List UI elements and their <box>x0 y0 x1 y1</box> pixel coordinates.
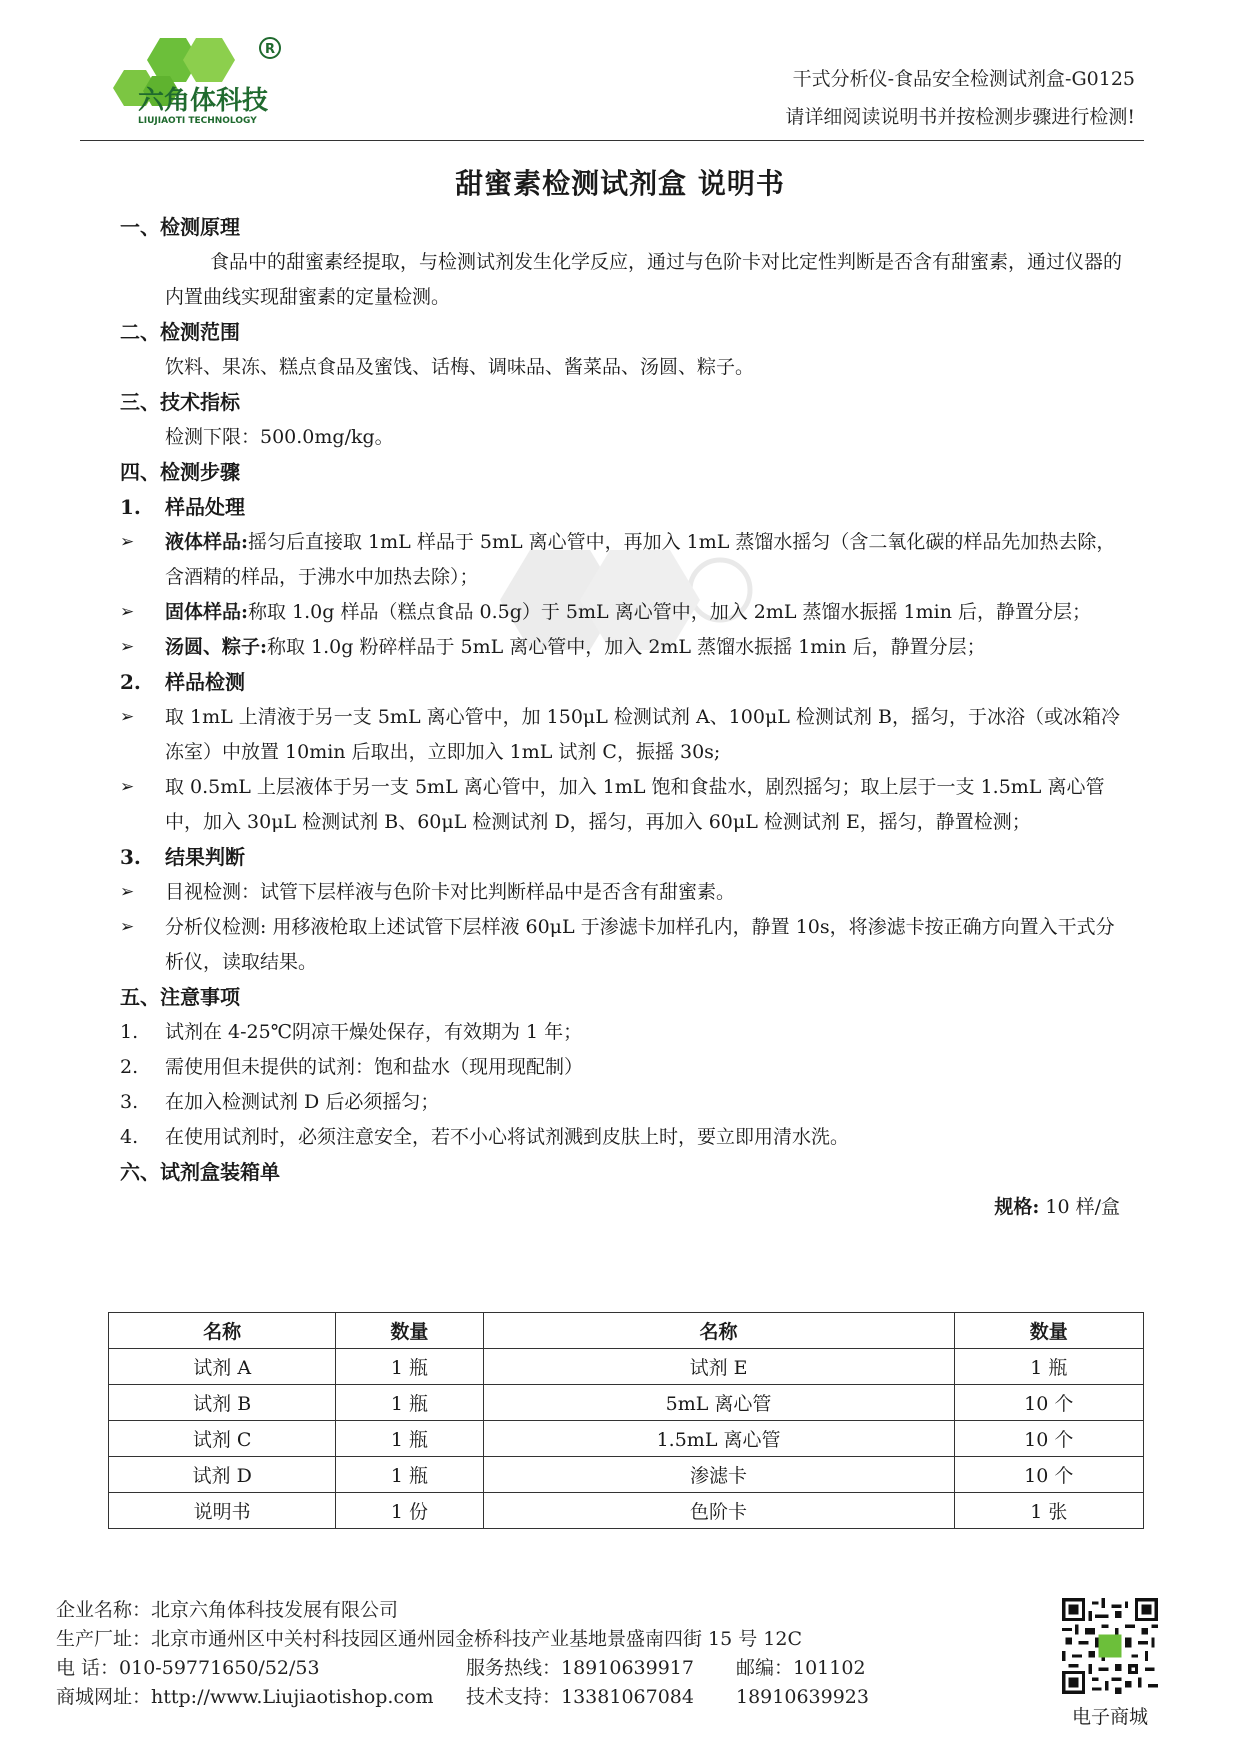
table-cell: 1 张 <box>954 1493 1143 1529</box>
list-item <box>120 630 1130 665</box>
item-number: 1. <box>120 1021 139 1043</box>
table-cell: 1 瓶 <box>336 1349 483 1385</box>
item-text: 在加入检测试剂 D 后必须摇匀； <box>165 1091 440 1113</box>
list-item <box>120 1015 1130 1050</box>
table-cell: 5mL 离心管 <box>483 1385 954 1421</box>
subheading-label: 样品处理 <box>165 495 245 519</box>
item-label: 汤圆、粽子: <box>165 636 268 658</box>
principle-text: 食品中的甜蜜素经提取，与检测试剂发生化学反应，通过与色阶卡对比定性判断是否含有甜蜜素，通过仪器的内置曲线实现甜蜜素的定量检测。 <box>165 251 1123 308</box>
item-label: 液体样品: <box>165 531 249 553</box>
subheading-sample-test <box>120 665 1130 700</box>
table-cell: 试剂 D <box>109 1457 336 1493</box>
item-number: 2. <box>120 1056 139 1078</box>
page-title: 甜蜜素检测试剂盒 说明书 <box>455 167 785 200</box>
list-item <box>120 700 1130 770</box>
list-item <box>120 525 1130 595</box>
product-line: 干式分析仪-食品安全检测试剂盒-G0125 <box>792 68 1135 90</box>
tech-support: 技术支持：13381067084 <box>466 1686 694 1708</box>
company-name: 企业名称：北京六角体科技发展有限公司 <box>56 1599 399 1621</box>
subheading-result <box>120 840 1130 875</box>
table-cell: 渗滤卡 <box>483 1457 954 1493</box>
section-heading-packing: 六、试剂盒装箱单 <box>120 1160 280 1184</box>
item-text: 称取 1.0g 粉碎样品于 5mL 离心管中，加入 2mL 蒸馏水振摇 1min 后，静置分层； <box>267 636 986 658</box>
postcode: 邮编：101102 <box>736 1657 866 1679</box>
subheading-number: 3. <box>120 845 141 869</box>
arrow-bullet-icon: ➢ <box>120 602 135 622</box>
table-row <box>109 1421 1144 1457</box>
qr-code-icon[interactable] <box>1062 1598 1158 1694</box>
subheading-number: 1. <box>120 495 141 519</box>
section-heading-steps: 四、检测步骤 <box>120 460 240 484</box>
table-cell: 1 瓶 <box>336 1421 483 1457</box>
website-link[interactable]: 商城网址：http://www.Liujiaotishop.com <box>56 1686 434 1708</box>
arrow-bullet-icon: ➢ <box>120 917 135 937</box>
table-header-row <box>109 1313 1144 1349</box>
notice-text: 请详细阅读说明书并按检测步骤进行检测! <box>785 106 1135 128</box>
item-number: 3. <box>120 1091 139 1113</box>
table-cell: 1 瓶 <box>336 1385 483 1421</box>
item-text: 目视检测：试管下层样液与色阶卡对比判断样品中是否含有甜蜜素。 <box>165 881 736 903</box>
column-header: 名称 <box>483 1313 954 1349</box>
column-header: 数量 <box>954 1313 1143 1349</box>
phone: 电 话：010-59771650/52/53 <box>56 1657 320 1679</box>
scope-text: 饮料、果冻、糕点食品及蜜饯、话梅、调味品、酱菜品、汤圆、粽子。 <box>165 356 755 378</box>
arrow-bullet-icon: ➢ <box>120 532 135 552</box>
table-cell: 试剂 B <box>109 1385 336 1421</box>
spec-value: 10 样/盒 <box>1045 1196 1120 1218</box>
table-cell: 1 份 <box>336 1493 483 1529</box>
table-cell: 10 个 <box>954 1385 1143 1421</box>
subheading-sample-prep <box>120 490 1130 525</box>
section-heading-spec: 三、技术指标 <box>120 390 240 414</box>
company-logo <box>100 30 300 150</box>
spec-text: 检测下限：500.0mg/kg。 <box>165 426 394 448</box>
item-text: 在使用试剂时，必须注意安全，若不小心将试剂溅到皮肤上时，要立即用清水洗。 <box>165 1126 850 1148</box>
subheading-label: 结果判断 <box>165 845 245 869</box>
section-heading-notes: 五、注意事项 <box>120 985 240 1009</box>
section-heading-principle: 一、检测原理 <box>120 215 240 239</box>
list-item <box>120 910 1130 980</box>
logo-subtext: LIUJIAOTI TECHNOLOGY <box>138 116 257 126</box>
arrow-bullet-icon: ➢ <box>120 637 135 657</box>
list-item <box>120 1085 1130 1120</box>
svg-text:R: R <box>264 42 276 57</box>
tech-support-alt: 18910639923 <box>736 1686 869 1708</box>
item-text: 称取 1.0g 样品（糕点食品 0.5g）于 5mL 离心管中，加入 2mL 蒸馏水振摇 1min 后，静置分层； <box>248 601 1091 623</box>
table-row <box>109 1493 1144 1529</box>
table-cell: 说明书 <box>109 1493 336 1529</box>
table-cell: 色阶卡 <box>483 1493 954 1529</box>
table-cell: 试剂 A <box>109 1349 336 1385</box>
item-label: 固体样品: <box>165 601 249 623</box>
section-heading-scope: 二、检测范围 <box>120 320 240 344</box>
item-text: 摇匀后直接取 1mL 样品于 5mL 离心管中，再加入 1mL 蒸馏水摇匀（含二氧化碳的样品先加热去除，含酒精的样品，于沸水中加热去除）； <box>165 531 1116 588</box>
document-body <box>120 210 1130 1225</box>
service-hotline: 服务热线：18910639917 <box>466 1657 694 1679</box>
footer-contact <box>56 1596 869 1712</box>
column-header: 名称 <box>109 1313 336 1349</box>
table-cell: 试剂 C <box>109 1421 336 1457</box>
list-item <box>120 875 1130 910</box>
item-text: 试剂在 4-25℃阴凉干燥处保存，有效期为 1 年； <box>165 1021 583 1043</box>
item-text: 取 1mL 上清液于另一支 5mL 离心管中，加 150μL 检测试剂 A、100μL 检测试剂 B，摇匀，于冰浴（或冰箱冷冻室）中放置 10min 后取出，立即加入 1mL 试剂 C，振摇 30s; <box>165 706 1120 763</box>
table-row <box>109 1349 1144 1385</box>
packing-table <box>108 1312 1144 1529</box>
column-header: 数量 <box>336 1313 483 1349</box>
list-item <box>120 770 1130 840</box>
subheading-number: 2. <box>120 670 141 694</box>
spec-label: 规格: <box>994 1196 1040 1218</box>
factory-address: 生产厂址：北京市通州区中关村科技园区通州园金桥科技产业基地景盛南四街 15 号 12C <box>56 1628 803 1650</box>
item-text: 需使用但未提供的试剂：饱和盐水（现用现配制） <box>165 1056 584 1078</box>
logo-text: 六角体科技 <box>138 86 269 116</box>
arrow-bullet-icon: ➢ <box>120 777 135 797</box>
subheading-label: 样品检测 <box>165 670 245 694</box>
header-info <box>785 60 1135 136</box>
list-item <box>120 1050 1130 1085</box>
table-cell: 试剂 E <box>483 1349 954 1385</box>
arrow-bullet-icon: ➢ <box>120 707 135 727</box>
arrow-bullet-icon: ➢ <box>120 882 135 902</box>
header-divider <box>80 140 1144 141</box>
packing-spec <box>120 1190 1130 1225</box>
table-cell: 1 瓶 <box>954 1349 1143 1385</box>
item-text: 取 0.5mL 上层液体于另一支 5mL 离心管中，加入 1mL 饱和食盐水，剧烈摇匀；取上层于一支 1.5mL 离心管中，加入 30μL 检测试剂 B、60μL 检测试剂 D，摇匀，再加入 60μL 检测试剂 E，摇匀，静置检测； <box>165 776 1105 833</box>
table-cell: 1 瓶 <box>336 1457 483 1493</box>
qr-caption: 电子商城 <box>1071 1706 1148 1728</box>
list-item <box>120 595 1130 630</box>
item-text: 分析仪检测: 用移液枪取上述试管下层样液 60μL 于渗滤卡加样孔内，静置 10s，将渗滤卡按正确方向置入干式分析仪，读取结果。 <box>165 916 1115 973</box>
item-number: 4. <box>120 1126 139 1148</box>
list-item <box>120 1120 1130 1155</box>
table-row <box>109 1385 1144 1421</box>
table-cell: 10 个 <box>954 1421 1143 1457</box>
table-cell: 1.5mL 离心管 <box>483 1421 954 1457</box>
table-cell: 10 个 <box>954 1457 1143 1493</box>
table-row <box>109 1457 1144 1493</box>
